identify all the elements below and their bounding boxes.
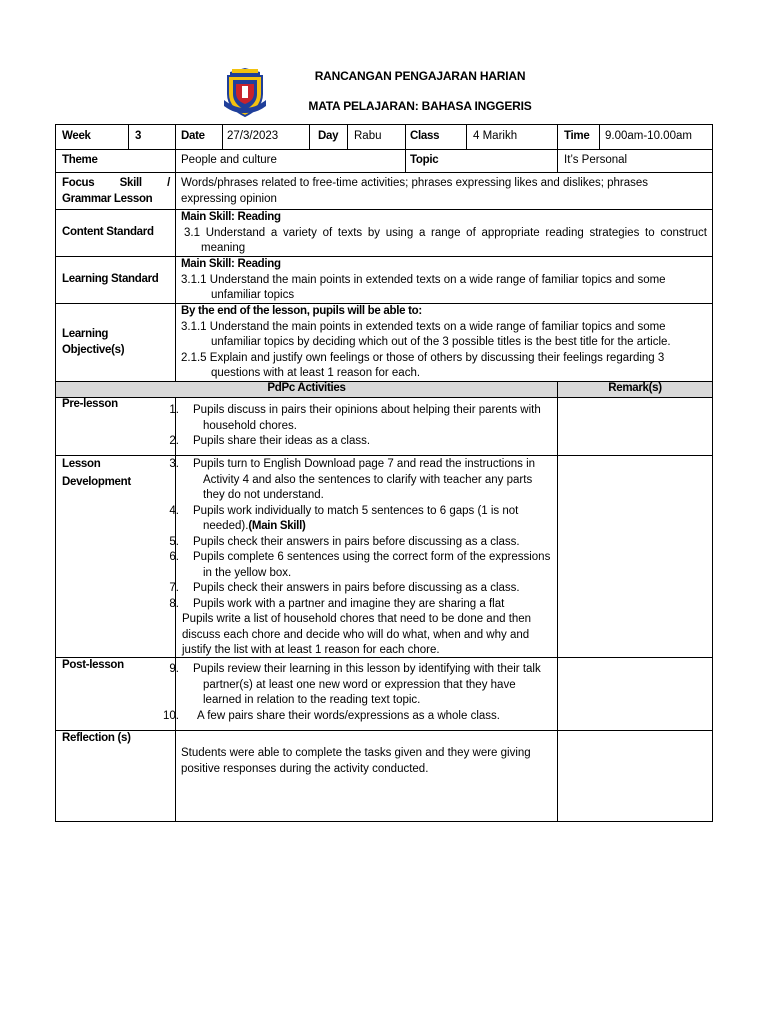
item-text: Pupils complete 6 sentences using the correct form of the expressions — [193, 551, 551, 563]
focus-text — [181, 176, 709, 207]
class-label: Class — [410, 130, 440, 142]
objectives-label-2: Objective(s) — [62, 343, 125, 356]
objective-1-line-2: unfamiliar topics by deciding which out of the 3 possible titles is the best title for the article. — [211, 336, 671, 348]
learning-standard-text — [181, 257, 707, 304]
continuation-line: Pupils write a list of household chores that need to be done and then — [182, 613, 532, 625]
objectives-intro: By the end of the lesson, pupils will be able to: — [181, 305, 422, 317]
topic-label: Topic — [410, 154, 439, 166]
item-text: household chores. — [203, 419, 297, 432]
item-text: Pupils check their answers in pairs before discussing as a class. — [193, 535, 520, 548]
item-text: learned in relation to the reading text topic. — [203, 694, 421, 706]
item-text: they do not understand. — [203, 489, 324, 501]
content-standard-label: Content Standard — [62, 226, 154, 238]
post-lesson-activities — [163, 662, 555, 724]
objectives-text — [181, 304, 709, 382]
list-item — [171, 457, 555, 504]
date-label: Date — [181, 130, 205, 142]
list-item — [171, 581, 555, 597]
objective-1-line-1: 3.1.1 Understand the main points in extended texts on a wide range of familiar topics and some — [181, 320, 666, 333]
list-item — [163, 709, 555, 725]
item-number: 8. — [169, 597, 179, 610]
day-label: Day — [318, 130, 339, 142]
reflection-label: Reflection (s) — [62, 732, 131, 744]
item-text: needed). — [203, 520, 249, 532]
theme-label: Theme — [62, 154, 98, 166]
day-value: Rabu — [354, 130, 382, 142]
reflection-text — [181, 746, 551, 777]
continuation-line: justify the list with at least 1 reason for each chore. — [182, 644, 440, 656]
topic-value: It’s Personal — [564, 154, 628, 166]
item-number: 1. — [169, 404, 179, 416]
week-label: Week — [62, 130, 91, 142]
list-item — [171, 403, 555, 434]
list-item — [171, 434, 555, 450]
item-number: 2. — [169, 435, 179, 447]
learning-standard-skill: Main Skill: Reading — [181, 258, 281, 270]
time-value: 9.00am-10.00am — [605, 130, 692, 142]
list-item — [171, 550, 555, 581]
item-number: 3. — [169, 458, 179, 470]
item-text: A few pairs share their words/expressions as a whole class. — [197, 709, 500, 722]
class-value: 4 Marikh — [473, 130, 518, 142]
reflection-line-2: positive responses during the activity conducted. — [181, 762, 429, 775]
focus-label-b: Skill — [119, 177, 142, 189]
remarks-header: Remark(s) — [608, 382, 662, 394]
item-text: Pupils work with a partner and imagine they are sharing a flat — [193, 597, 505, 610]
activities-header: PdPc Activities — [267, 382, 346, 394]
focus-label-slash: / — [167, 177, 170, 189]
content-standard-line-2: meaning — [201, 242, 246, 254]
focus-label — [62, 176, 170, 207]
item-text: Activity 4 and also the sentences to clarify with teacher any parts — [203, 473, 533, 486]
document-subtitle: MATA PELAJARAN: BAHASA INGGERIS — [308, 99, 532, 113]
focus-label-c: Grammar Lesson — [62, 192, 153, 205]
development-continuation — [171, 612, 555, 659]
post-lesson-label: Post-lesson — [62, 659, 124, 671]
week-value: 3 — [135, 130, 142, 142]
document-title: RANCANGAN PENGAJARAN HARIAN — [314, 69, 526, 83]
item-text: Pupils check their answers in pairs before discussing as a class. — [193, 582, 520, 594]
item-text: Pupils discuss in pairs their opinions about helping their parents with — [193, 404, 541, 416]
item-number: 9. — [169, 663, 179, 675]
reflection-line-1: Students were able to complete the tasks given and they were giving — [181, 747, 531, 759]
date-value: 27/3/2023 — [227, 130, 279, 142]
list-item — [171, 597, 555, 613]
list-item — [171, 662, 555, 709]
main-skill-tag: (Main Skill) — [248, 520, 306, 532]
list-item — [171, 504, 555, 535]
item-text: partner(s) at least one new word or expression that they have — [203, 678, 516, 691]
list-item — [171, 535, 555, 551]
lesson-development-label — [62, 457, 131, 490]
focus-label-a: Focus — [62, 177, 95, 189]
lesson-plan-table — [55, 124, 713, 822]
lesson-development-label-1: Lesson — [62, 458, 101, 470]
focus-text-line-2: expressing opinion — [181, 192, 277, 205]
pre-lesson-activities — [171, 403, 555, 450]
learning-standard-line-2: unfamiliar topics — [211, 289, 295, 301]
continuation-line: discuss each chore and decide who will do what, when and why and — [182, 628, 530, 641]
item-number: 5. — [169, 535, 179, 548]
item-text: Pupils share their ideas as a class. — [193, 435, 371, 447]
objective-2-line-2: questions with at least 1 reason for each. — [211, 367, 421, 379]
item-number: 6. — [169, 551, 179, 563]
learning-standard-line-1: 3.1.1 Understand the main points in extended texts on a wide range of familiar topics and some — [181, 273, 666, 286]
theme-value: People and culture — [181, 154, 277, 166]
content-standard-skill: Main Skill: Reading — [181, 211, 281, 223]
focus-text-line-1: Words/phrases related to free-time activities; phrases expressing likes and dislikes; phrases — [181, 177, 649, 189]
item-text: in the yellow box. — [203, 566, 292, 579]
lesson-development-label-2: Development — [62, 475, 131, 488]
time-label: Time — [564, 130, 590, 142]
pre-lesson-label: Pre-lesson — [62, 398, 118, 410]
objectives-label — [62, 327, 124, 358]
item-text: Pupils turn to English Download page 7 and read the instructions in — [193, 458, 536, 470]
objective-2-line-1: 2.1.5 Explain and justify own feelings or those of others by discussing their feelings regarding 3 — [181, 351, 665, 364]
content-standard-line-1: 3.1 Understand a variety of texts by using a range of appropriate reading strategies to construct — [184, 226, 707, 239]
learning-standard-label: Learning Standard — [62, 273, 159, 285]
development-activities — [171, 457, 555, 659]
item-number: 4. — [169, 504, 179, 517]
objectives-label-1: Learning — [62, 328, 109, 340]
content-standard-text — [181, 210, 707, 257]
item-text: Pupils work individually to match 5 sentences to 6 gaps (1 is not — [193, 504, 519, 517]
item-text: Pupils review their learning in this lesson by identifying with their talk — [193, 663, 541, 675]
item-number: 10. — [163, 709, 179, 722]
item-number: 7. — [169, 582, 179, 594]
